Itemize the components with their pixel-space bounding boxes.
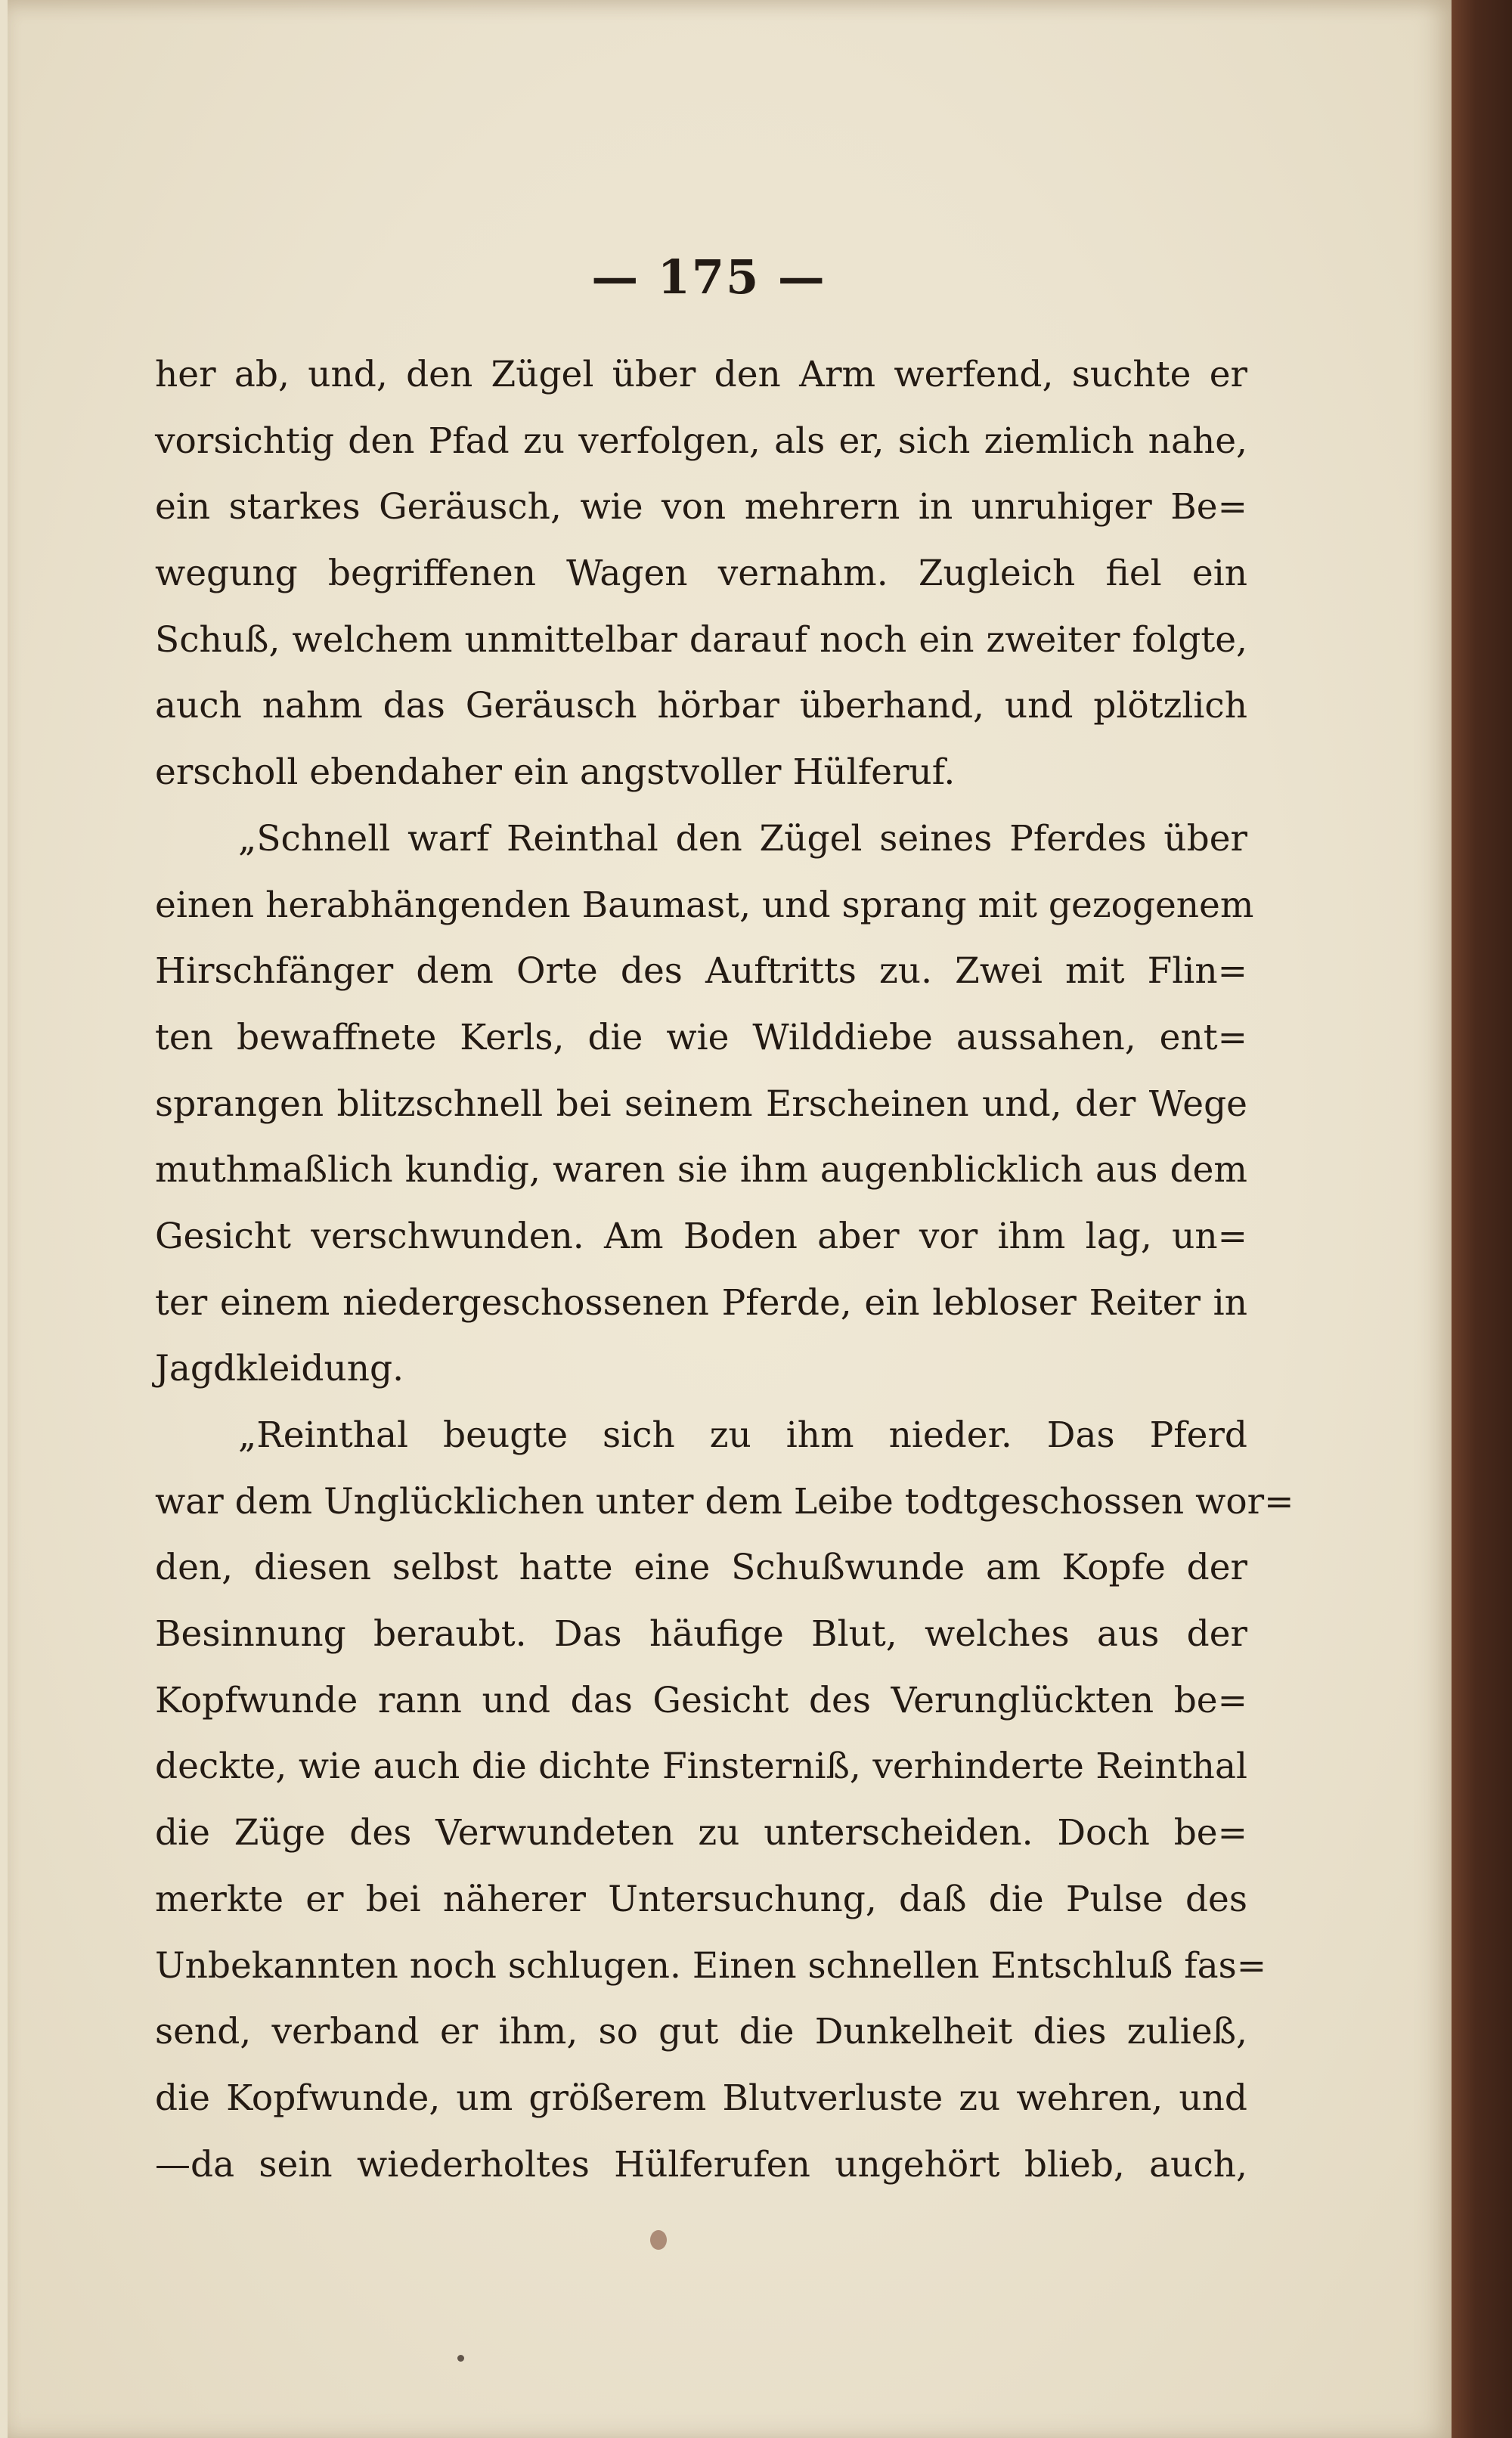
text-line: vorsichtig den Pfad zu verfolgen, als er, sich ziemlich nahe, (155, 420, 1247, 462)
text-line: wegung begriffenen Wagen vernahm. Zugleich fiel ein (155, 553, 1247, 595)
text-line: sprangen blitzschnell bei seinem Erscheinen und, der Wege (155, 1083, 1247, 1125)
text-line: war dem Unglücklichen unter dem Leibe todtgeschossen wor= (155, 1480, 1294, 1523)
text-line: Hirschfänger dem Orte des Auftritts zu. Zwei mit Flin= (155, 950, 1247, 993)
text-line: „Reinthal beugte sich zu ihm nieder. Das Pferd (238, 1414, 1247, 1456)
text-line: einen herabhängenden Baumast, und sprang mit gezogenem (155, 884, 1254, 926)
text-line: merkte er bei näherer Untersuchung, daß die Pulse des (155, 1878, 1247, 1920)
paper-speck (457, 2355, 464, 2362)
text-line: send, verband er ihm, so gut die Dunkelheit dies zuließ, (155, 2011, 1247, 2053)
text-line: den, diesen selbst hatte eine Schußwunde am Kopfe der (155, 1547, 1247, 1589)
page-number: — 175 — (591, 249, 826, 305)
text-line: die Kopfwunde, um größerem Blutverluste zu wehren, und (155, 2077, 1247, 2119)
text-line: muthmaßlich kundig, waren sie ihm augenblicklich aus dem (155, 1149, 1247, 1191)
text-line: her ab, und, den Zügel über den Arm werfend, suchte er (155, 354, 1247, 395)
book-page (8, 0, 1452, 2438)
text-line: deckte, wie auch die dichte Finsterniß, verhinderte Reinthal (155, 1746, 1247, 1788)
text-line: —da sein wiederholtes Hülferufen ungehört blieb, auch, (155, 2143, 1247, 2186)
book-spine (1452, 0, 1512, 2438)
text-line: ter einem niedergeschossenen Pferde, ein lebloser Reiter in (155, 1281, 1247, 1324)
text-line: Kopfwunde rann und das Gesicht des Verunglückten be= (155, 1679, 1247, 1721)
text-line: ein starkes Geräusch, wie von mehrern in unruhiger Be= (155, 486, 1247, 528)
text-line: Besinnung beraubt. Das häufige Blut, welches aus der (155, 1613, 1247, 1656)
body-text (155, 342, 1294, 2198)
text-line: Gesicht verschwunden. Am Boden aber vor ihm lag, un= (155, 1215, 1247, 1257)
text-line: Schuß, welchem unmittelbar darauf noch ein zweiter folgte, (155, 618, 1247, 661)
text-line: erscholl ebendaher ein angstvoller Hülferuf. (155, 751, 956, 794)
text-line: die Züge des Verwundeten zu unterscheiden. Doch be= (155, 1812, 1247, 1854)
text-line: ten bewaffnete Kerls, die wie Wilddiebe aussahen, ent= (155, 1016, 1247, 1058)
text-line: „Schnell warf Reinthal den Zügel seines Pferdes über (238, 817, 1247, 860)
text-line: Jagdkleidung. (155, 1348, 404, 1390)
text-line: Unbekannten noch schlugen. Einen schnellen Entschluß fas= (155, 1944, 1267, 1987)
text-line: auch nahm das Geräusch hörbar überhand, und plötzlich (155, 685, 1247, 727)
paper-stain (650, 2230, 667, 2250)
